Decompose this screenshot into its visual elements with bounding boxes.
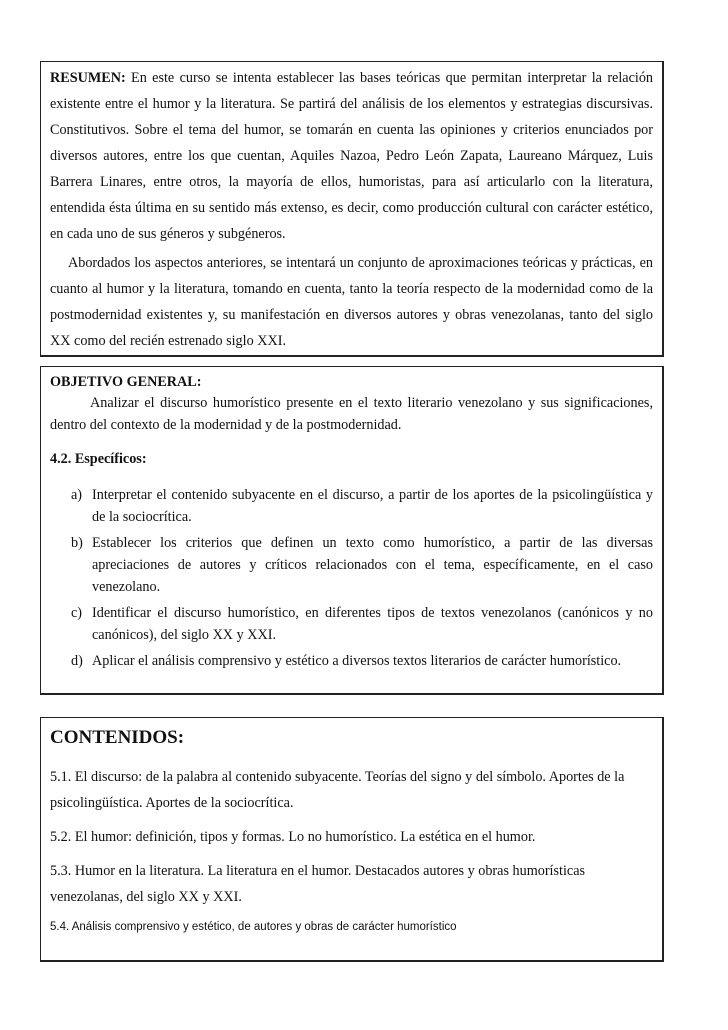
list-item <box>50 602 653 646</box>
list-marker: d) <box>71 653 83 669</box>
list-item <box>50 484 653 528</box>
list-marker: a) <box>71 487 83 503</box>
objetivo-general-text: Analizar el discurso humorístico presente en el texto literario venezolano y sus significaciones, dentro del contexto de la modernidad y de la postmodernidad. <box>50 395 653 433</box>
resumen-paragraph <box>50 65 653 247</box>
list-item-text: Aplicar el análisis comprensivo y estético a diversos textos literarios de carácter humorístico. <box>92 653 622 669</box>
especificos-title: 4.2. Específicos: <box>50 451 147 467</box>
contenidos-box <box>40 717 664 962</box>
contenidos-item-5-1: 5.1. El discurso: de la palabra al contenido subyacente. Teorías del signo y del símbolo. Aportes de la psicolingüística. Aportes de la sociocrítica. <box>50 769 625 811</box>
contenidos-item-5-4: 5.4. Análisis comprensivo y estético, de autores y obras de carácter humorístico <box>50 921 457 933</box>
objetivo-box <box>40 366 664 695</box>
contenidos-item-5-3: 5.3. Humor en la literatura. La literatura en el humor. Destacados autores y obras humorísticas venezolanas, del siglo XX y XXI. <box>50 863 586 905</box>
contenidos-item-5-2: 5.2. El humor: definición, tipos y formas. Lo no humorístico. La estética en el humor. <box>50 829 536 845</box>
list-item-text: Identificar el discurso humorístico, en diferentes tipos de textos venezolanos (canónicos y no canónicos), del siglo XX y XXI. <box>92 605 653 643</box>
list-marker: c) <box>71 605 83 621</box>
resumen-label: RESUMEN: <box>50 70 126 86</box>
list-marker: b) <box>71 535 83 551</box>
resumen-paragraph-2: Abordados los aspectos anteriores, se intentará un conjunto de aproximaciones teóricas y prácticas, en cuanto al humor y la literatura, tomando en cuenta, tanto la teoría respecto de la modernidad como de la postmodernidad existentes y, su manifestación en diversos autores y obras venezolanas, tanto del siglo XX como del recién estrenado siglo XXI. <box>50 255 653 349</box>
contenidos-title: CONTENIDOS: <box>50 727 185 748</box>
resumen-text: En este curso se intenta establecer las bases teóricas que permitan interpretar la relación existente entre el humor y la literatura. Se partirá del análisis de los elementos y estrategias discursivas. Constitutivos. Sobre el tema del humor, se tomarán en cuenta las opiniones y criterios enunciados por diversos autores, entre los que cuentan, Aquiles Nazoa, Pedro León Zapata, Laureano Márquez, Luis Barrera Linares, entre otros, la mayoría de ellos, humoristas, para así articularlo con la literatura, entendida ésta última en su sentido más extenso, es decir, como producción cultural con carácter estético, en cada uno de sus géneros y subgéneros. <box>50 70 654 242</box>
especificos-list <box>50 484 653 672</box>
list-item-text: Interpretar el contenido subyacente en el discurso, a partir de los aportes de la psicolingüística y de la sociocrítica. <box>92 487 653 525</box>
list-item-text: Establecer los criterios que definen un texto como humorístico, a partir de las diversas apreciaciones de autores y críticos relacionados con el tema, específicamente, en el caso venezolano. <box>92 535 653 595</box>
list-item <box>50 650 653 672</box>
list-item <box>50 532 653 598</box>
objetivo-general-title: OBJETIVO GENERAL: <box>50 374 202 390</box>
resumen-box <box>40 61 664 357</box>
